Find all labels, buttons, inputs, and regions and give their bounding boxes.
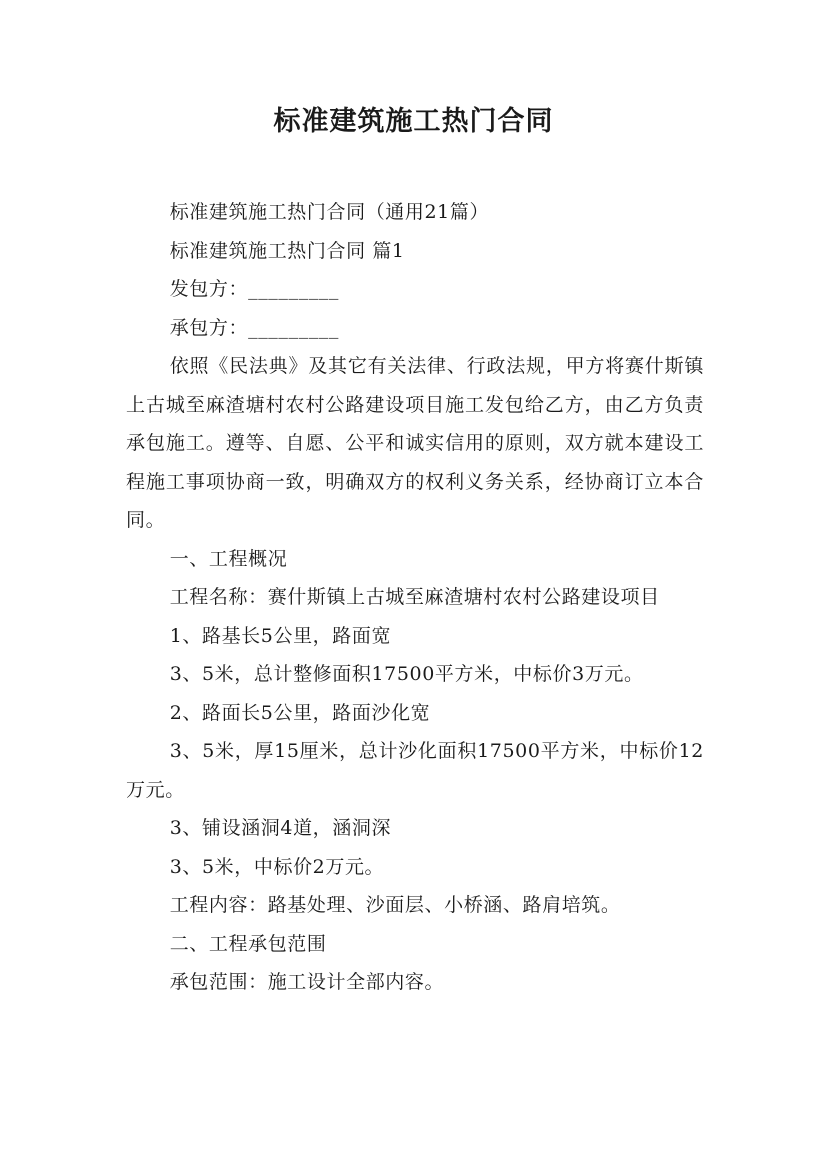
intro-paragraph: 依照《民法典》及其它有关法律、行政法规，甲方将赛什斯镇上古城至麻渣塘村农村公路建设项目施工发包给乙方，由乙方负责承包施工。遵等、自愿、公平和诚实信用的原则，双方就本建设工程施工事项协商一致，明确双方的权利义务关系，经协商订立本合同。 xyxy=(126,355,704,531)
party-a-line: 发包方：_________ xyxy=(169,278,339,300)
body-paragraph: 1、路基长5公里，路面宽 xyxy=(169,624,392,647)
document-body xyxy=(126,193,704,1002)
body-paragraph: 3、5米，总计整修面积17500平方米，中标价3万元。 xyxy=(169,663,644,685)
section-heading: 一、工程概况 xyxy=(169,547,288,570)
document-title: 标准建筑施工热门合同 xyxy=(273,106,554,137)
section-heading: 二、工程承包范围 xyxy=(169,932,327,955)
body-paragraph: 3、5米，中标价2万元。 xyxy=(169,855,385,878)
body-paragraph: 工程内容：路基处理、沙面层、小桥涵、路肩培筑。 xyxy=(169,894,621,916)
body-paragraph: 2、路面长5公里，路面沙化宽 xyxy=(169,701,431,724)
body-paragraph: 承包范围：施工设计全部内容。 xyxy=(169,971,445,993)
section-heading: 标准建筑施工热门合同 篇1 xyxy=(169,239,405,262)
body-paragraph: 3、铺设涵洞4道，涵洞深 xyxy=(169,817,392,839)
body-paragraph: 3、5米，厚15厘米，总计沙化面积17500平方米，中标价12万元。 xyxy=(126,740,704,801)
body-paragraph: 工程名称：赛什斯镇上古城至麻渣塘村农村公路建设项目 xyxy=(169,586,660,608)
subtitle-paragraph: 标准建筑施工热门合同（通用21篇） xyxy=(169,201,490,223)
party-b-line: 承包方：_________ xyxy=(169,316,339,339)
